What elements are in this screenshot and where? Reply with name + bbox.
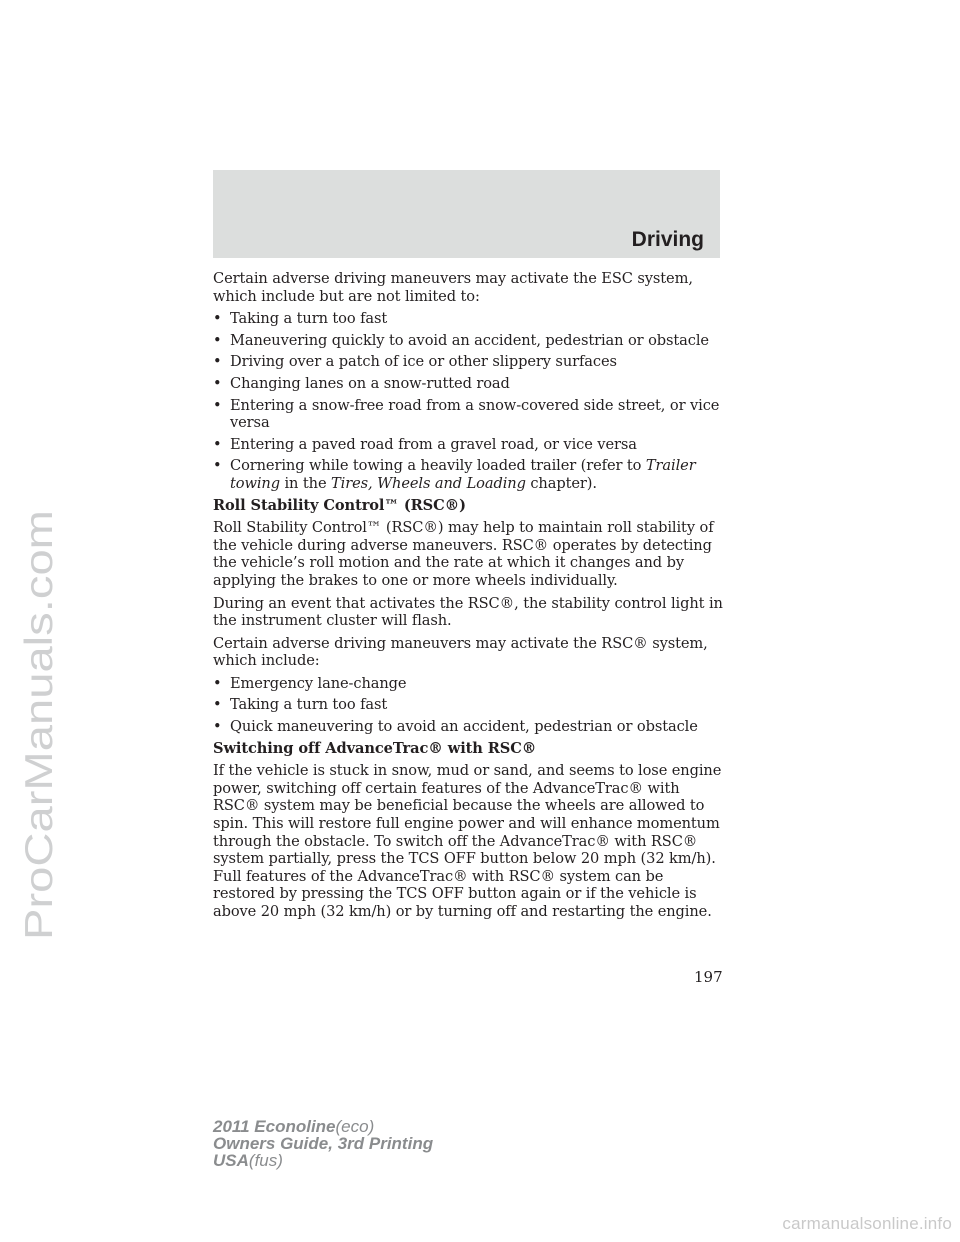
list-item: • Driving over a patch of ice or other slippery surfaces	[213, 353, 728, 371]
rsc-paragraph-2: During an event that activates the RSC®, the stability control light in the instrument cluster will flash.	[213, 594, 723, 630]
list-item: • Entering a snow-free road from a snow-covered side street, or vice versa	[213, 397, 728, 432]
list-item-towing	[213, 457, 728, 492]
footer-line-3	[213, 1152, 433, 1169]
intro-paragraph: Certain adverse driving maneuvers may activate the ESC system, which include but are not limited to:	[213, 270, 693, 305]
footer-model: 2011 Econoline	[213, 1117, 336, 1136]
list-item: • Quick maneuvering to avoid an accident, pedestrian or obstacle	[213, 718, 728, 736]
footer-printing: Owners Guide, 3rd Printing	[213, 1134, 434, 1153]
chapter-reference: Tires, Wheels and Loading	[331, 474, 526, 492]
rsc-heading: Roll Stability Control™ (RSC®)	[213, 496, 466, 514]
section-header	[213, 170, 720, 258]
list-item: • Entering a paved road from a gravel road, or vice versa	[213, 436, 728, 454]
footer-line-2	[213, 1135, 433, 1152]
rsc-paragraph-3: Certain adverse driving maneuvers may activate the RSC® system, which include:	[213, 634, 708, 670]
switch-off-heading: Switching off AdvanceTrac® with RSC®	[213, 739, 537, 757]
list-item: • Changing lanes on a snow-rutted road	[213, 375, 728, 393]
document-footer	[213, 1118, 433, 1169]
trailer-towing-reference: Trailer towing	[230, 457, 696, 492]
rsc-paragraph-1: Roll Stability Control™ (RSC®) may help to maintain roll stability of the vehicle during adverse maneuvers. RSC® operates by detecting the vehicle’s roll motion and the rate at which it changes and by applying the brakes to one or more wheels individually.	[213, 519, 714, 589]
site-watermark: carmanualsonline.info	[782, 1214, 952, 1233]
page-number: 197	[694, 968, 723, 986]
list-item: • Taking a turn too fast	[213, 310, 728, 328]
watermark-text: ProCarManuals.com	[18, 584, 61, 940]
footer-line-1	[213, 1118, 433, 1135]
towing-text-pre: Cornering while towing a heavily loaded trailer (refer to	[230, 457, 646, 475]
switch-off-paragraph: If the vehicle is stuck in snow, mud or sand, and seems to lose engine power, switching off certain features of the AdvanceTrac® with RSC® system may be beneficial because the wheels are allowed to spin. This will restore full engine power and will enhance momentum through the obstacle. To switch off the AdvanceTrac® with RSC® system partially, press the TCS OFF button below 20 mph (32 km/h). Full features of the AdvanceTrac® with RSC® system can be restored by pressing the TCS OFF button again or if the vehicle is above 20 mph (32 km/h) or by turning off and restarting the engine.	[213, 762, 722, 920]
footer-model-code: (eco)	[335, 1117, 375, 1136]
section-title: Driving	[631, 228, 704, 251]
esc-maneuver-list	[213, 310, 728, 492]
footer-market: USA	[213, 1151, 249, 1170]
list-item: • Emergency lane-change	[213, 675, 728, 693]
list-item: • Taking a turn too fast	[213, 696, 728, 714]
towing-text-mid: in the	[279, 474, 332, 492]
rsc-maneuver-list	[213, 675, 728, 736]
watermark	[4, 500, 64, 1000]
towing-text-post: chapter).	[525, 474, 597, 492]
footer-market-code: (fus)	[248, 1151, 283, 1170]
list-item: • Maneuvering quickly to avoid an accident, pedestrian or obstacle	[213, 332, 728, 350]
page-content	[213, 270, 728, 926]
